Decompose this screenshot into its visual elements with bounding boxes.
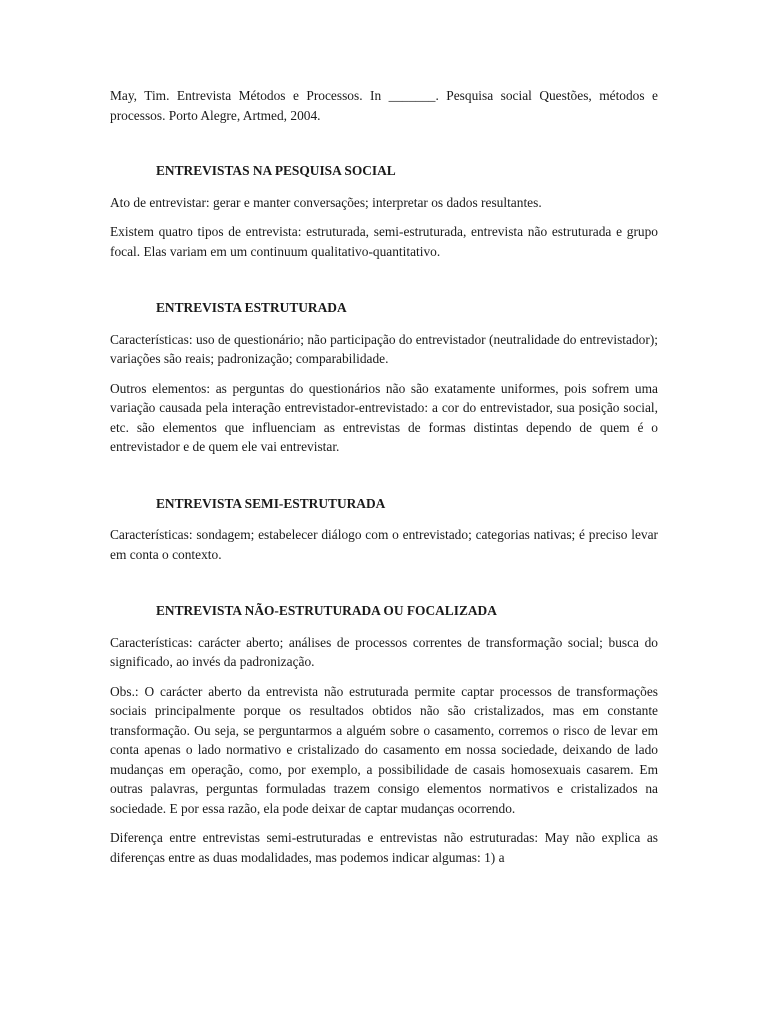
bibliographic-reference: May, Tim. Entrevista Métodos e Processos. In _______. Pesquisa social Questões, métodos e processos. Porto Alegre, Artmed, 2004.: [110, 88, 658, 123]
section-entrevista-estruturada: [110, 298, 658, 457]
paragraph: Obs.: O carácter aberto da entrevista não estruturada permite captar processos de transformações sociais principalmente porque os resultados obtidos não são cristalizados, mas em constante transformação. Ou seja, se perguntarmos a alguém sobre o casamento, corremos o risco de levar em conta apenas o lado normativo e cristalizado do casamento em nossa sociedade, deixando de lado mudanças em operação, como, por exemplo, a possibilidade de casais homosexuais casarem. Em outras palavras, perguntas formuladas trazem consigo elementos normativos e cristalizados na sociedade. E por essa razão, ela pode deixar de captar mudanças ocorrendo.: [110, 683, 658, 816]
document-page: [110, 86, 658, 877]
paragraph: Características: sondagem; estabelecer diálogo com o entrevistado; categorias nativas; é preciso levar em conta o contexto.: [110, 527, 658, 562]
section-entrevista-nao-estruturada: [110, 601, 658, 867]
spacer: [110, 574, 658, 601]
paragraph: Outros elementos: as perguntas do questionários não são exatamente uniformes, pois sofrem uma variação causada pela interação entrevistador-entrevistado: a cor do entrevistador, sua posição social, etc. são elementos que influenciam as entrevistas de formas distintas dependo de quem é o entrevistador e de quem ele vai entrevistar.: [110, 380, 658, 454]
spacer: [110, 467, 658, 494]
spacer: [110, 271, 658, 298]
section-heading: ENTREVISTA ESTRUTURADA: [156, 300, 347, 315]
paragraph: Diferença entre entrevistas semi-estruturadas e entrevistas não estruturadas: May não explica as diferenças entre as duas modalidades, mas podemos indicar algumas: 1) a: [110, 830, 658, 865]
section-heading: ENTREVISTAS NA PESQUISA SOCIAL: [156, 163, 396, 178]
section-heading: ENTREVISTA SEMI-ESTRUTURADA: [156, 495, 386, 511]
paragraph: Ato de entrevistar: gerar e manter conversações; interpretar os dados resultantes.: [110, 194, 542, 210]
paragraph: Características: carácter aberto; análises de processos correntes de transformação social; busca do significado, ao invés da padronização.: [110, 634, 658, 669]
paragraph: Características: uso de questionário; não participação do entrevistador (neutralidade do entrevistador); variações são reais; padronização; comparabilidade.: [110, 331, 658, 366]
section-entrevista-semi-estruturada: [110, 494, 658, 565]
section-heading: ENTREVISTA NÃO-ESTRUTURADA OU FOCALIZADA: [156, 603, 497, 618]
section-entrevistas-na-pesquisa-social: [110, 161, 658, 261]
paragraph: Existem quatro tipos de entrevista: estruturada, semi-estruturada, entrevista não estruturada e grupo focal. Elas variam em um continuum qualitativo-quantitativo.: [110, 224, 658, 259]
